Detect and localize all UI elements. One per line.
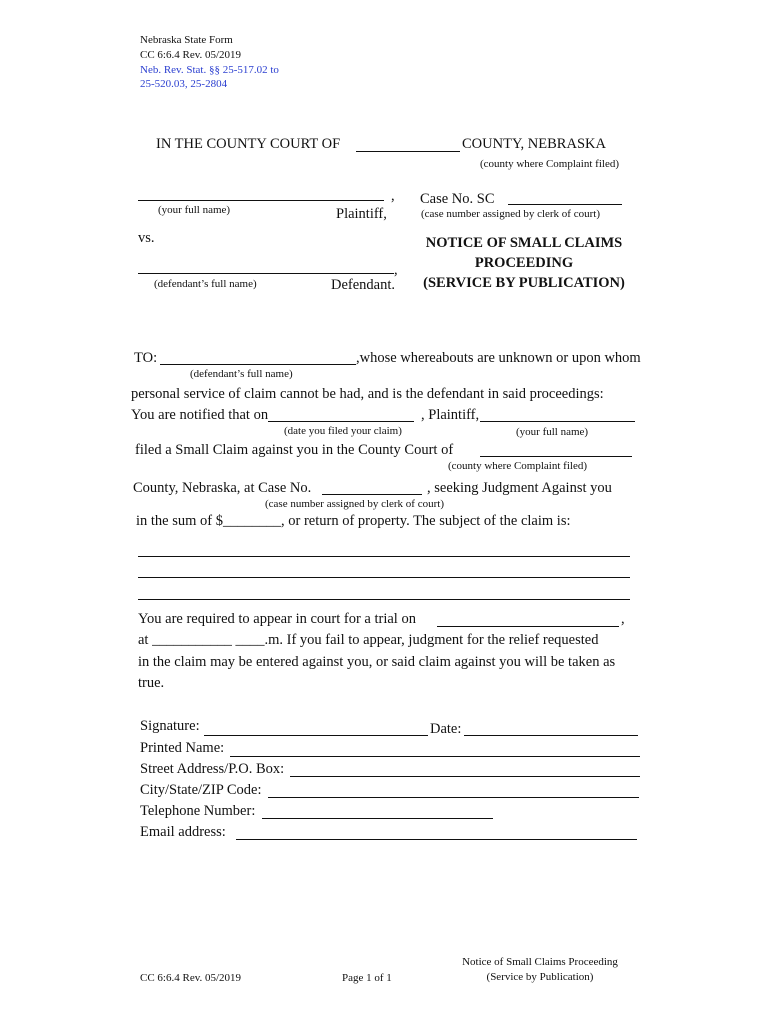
title-line-1: NOTICE OF SMALL CLAIMS [425, 235, 623, 251]
appear-line-1-end: , [621, 611, 625, 627]
court-heading-left: IN THE COUNTY COURT OF [156, 136, 341, 152]
county-hint: (county where Complaint filed) [480, 158, 619, 170]
filed-county-hint: (county where Complaint filed) [448, 460, 587, 472]
seeking-text: , seeking Judgment Against you [427, 480, 612, 496]
form-revision: CC 6:6.4 Rev. 05/2019 [140, 49, 242, 61]
city-label: City/State/ZIP Code: [140, 782, 262, 798]
street-label: Street Address/P.O. Box: [140, 761, 285, 777]
title-line-2: PROCEEDING [474, 255, 574, 271]
case-number-hint: (case number assigned by clerk of court) [421, 208, 600, 220]
case-number-label: Case No. SC [420, 191, 495, 207]
date-label: Date: [430, 721, 462, 737]
body-case-number-field[interactable] [322, 494, 422, 495]
printed-name-label: Printed Name: [140, 740, 225, 756]
filed-date-field[interactable] [268, 421, 414, 422]
defendant-name-field[interactable] [138, 273, 394, 274]
footer-title-1: Notice of Small Claims Proceeding [462, 956, 618, 968]
appear-line-4: true. [138, 675, 165, 691]
sum-text: in the sum of $________, or return of property. The subject of the claim is: [136, 513, 571, 529]
claim-subject-line-3[interactable] [138, 599, 630, 600]
city-field[interactable] [268, 797, 639, 798]
footer-page-number: Page 1 of 1 [342, 972, 392, 984]
trial-date-field[interactable] [437, 626, 619, 627]
email-field[interactable] [236, 839, 637, 840]
filed-text: filed a Small Claim against you in the County Court of [135, 442, 454, 458]
to-label: TO: [134, 350, 158, 366]
to-suffix: ,whose whereabouts are unknown or upon whom [356, 350, 641, 366]
appear-line-2: at ___________ ____.m. If you fail to appear, judgment for the relief requested [138, 632, 599, 648]
plaintiff-name-field[interactable] [138, 200, 384, 201]
form-name: Nebraska State Form [140, 34, 233, 46]
defendant-hint: (defendant’s full name) [154, 278, 257, 290]
footer-title-2: (Service by Publication) [486, 971, 594, 983]
county-blank[interactable] [356, 151, 460, 152]
case-number-field[interactable] [508, 204, 622, 205]
filed-county-field[interactable] [480, 456, 632, 457]
printed-name-field[interactable] [230, 756, 640, 757]
signature-date-field[interactable] [464, 735, 638, 736]
email-label: Email address: [140, 824, 226, 840]
phone-field[interactable] [262, 818, 493, 819]
signature-label: Signature: [140, 718, 200, 734]
appear-line-1: You are required to appear in court for a trial on [138, 611, 416, 627]
court-heading-right: COUNTY, NEBRASKA [462, 136, 606, 152]
county-case-text: County, Nebraska, at Case No. [133, 480, 312, 496]
statute-link-1[interactable]: Neb. Rev. Stat. §§ 25-517.02 to [140, 64, 279, 76]
caption-comma-2: , [394, 262, 398, 278]
body-case-hint: (case number assigned by clerk of court) [265, 498, 444, 510]
to-hint: (defendant’s full name) [190, 368, 293, 380]
footer-form-revision: CC 6:6.4 Rev. 05/2019 [140, 972, 242, 984]
appear-line-3: in the claim may be entered against you, or said claim against you will be taken as [138, 654, 616, 670]
plaintiff-hint: (your full name) [158, 204, 231, 216]
signature-field[interactable] [204, 735, 428, 736]
title-line-3: (SERVICE BY PUBLICATION) [423, 275, 625, 291]
body-line-2: personal service of claim cannot be had, and is the defendant in said proceedings: [131, 386, 604, 402]
notified-plaintiff-label: , Plaintiff, [421, 407, 480, 423]
notified-prefix: You are notified that on [131, 407, 269, 423]
claim-subject-line-1[interactable] [138, 556, 630, 557]
plaintiff-label: Plaintiff, [336, 206, 387, 222]
to-defendant-field[interactable] [160, 364, 356, 365]
filed-date-hint: (date you filed your claim) [284, 425, 402, 437]
notified-name-hint: (your full name) [516, 426, 589, 438]
claim-subject-line-2[interactable] [138, 577, 630, 578]
phone-label: Telephone Number: [140, 803, 256, 819]
notified-name-field[interactable] [480, 421, 635, 422]
caption-comma-1: , [391, 188, 395, 204]
defendant-label: Defendant. [331, 277, 396, 293]
versus-label: vs. [138, 230, 155, 246]
street-field[interactable] [290, 776, 640, 777]
statute-link-2[interactable]: 25-520.03, 25-2804 [140, 78, 228, 90]
